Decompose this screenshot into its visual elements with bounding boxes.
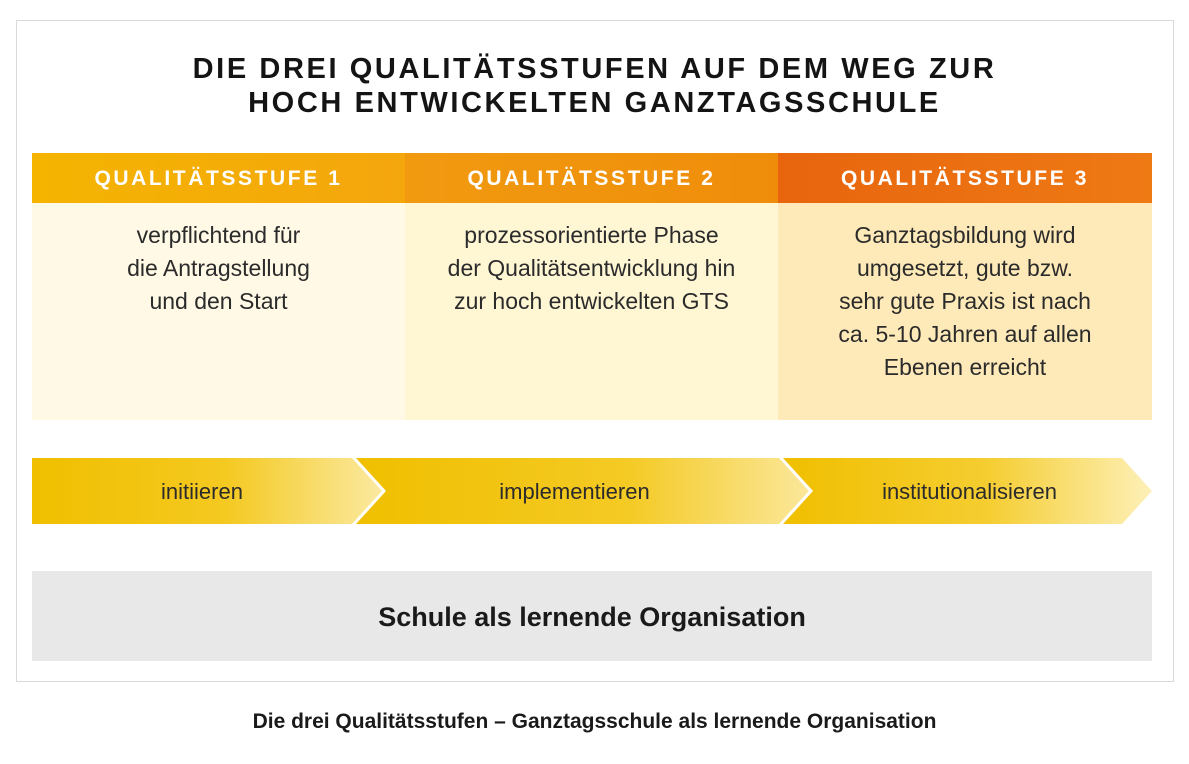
figure-caption: Die drei Qualitätsstufen – Ganztagsschule als lernende Organisation [252,710,937,733]
phase-label-initiieren: initiieren [161,479,243,504]
foundation-bar: Schule als lernende Organisation [32,571,1152,661]
quality-level-3 [778,153,1152,420]
title-line-2: HOCH ENTWICKELTEN GANZTAGSSCHULE [248,87,941,119]
description-line: der Qualitätsentwicklung hin [447,255,736,281]
quality-level-1-heading: QUALITÄTSSTUFE 1 [32,153,405,203]
title-line-1: DIE DREI QUALITÄTSSTUFEN AUF DEM WEG ZUR [192,53,997,85]
quality-level-2-heading: QUALITÄTSSTUFE 2 [405,153,778,203]
phase-label-institutionalisieren: institutionalisieren [882,479,1057,504]
description-line: prozessorientierte Phase [464,222,719,248]
description-line: ca. 5-10 Jahren auf allen [838,321,1092,347]
description-line: verpflichtend für [136,222,301,248]
description-line: die Antragstellung [127,255,310,281]
quality-level-3-description [778,203,1152,420]
quality-level-1-description [32,203,405,420]
description-line: umgesetzt, gute bzw. [856,255,1074,281]
description-line: zur hoch entwickelten GTS [454,288,729,314]
quality-level-3-heading: QUALITÄTSSTUFE 3 [778,153,1152,203]
description-line: sehr gute Praxis ist nach [839,288,1091,314]
quality-level-2-description [405,203,778,420]
quality-level-2 [405,153,778,420]
description-line: Ebenen erreicht [883,354,1047,380]
diagram-title [0,52,1189,120]
phase-arrows [32,458,1154,524]
quality-levels [32,153,1152,420]
phase-label-implementieren: implementieren [499,479,650,504]
quality-level-1 [32,153,405,420]
description-line: Ganztagsbildung wird [854,222,1076,248]
description-line: und den Start [149,288,288,314]
